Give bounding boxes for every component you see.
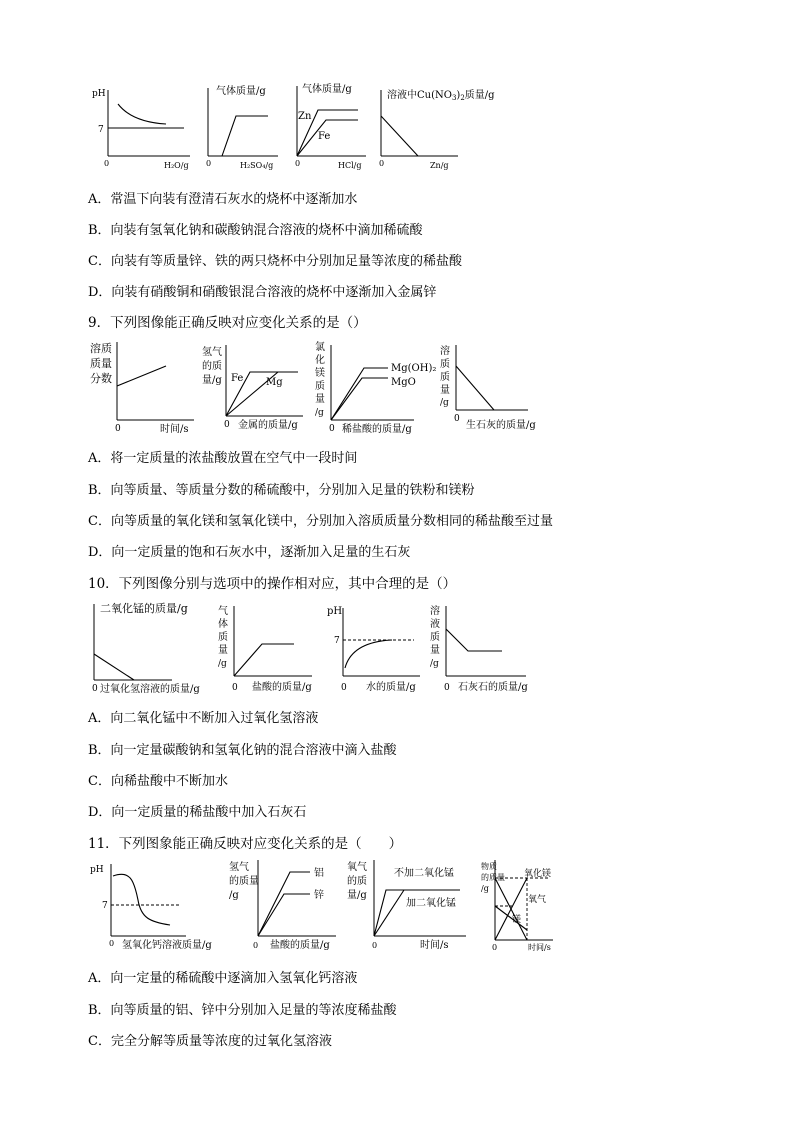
series-without-mno2-label: 不加二氧化锰 xyxy=(394,868,454,879)
x-label: HCl/g xyxy=(338,161,362,170)
y-label-char-2: 化 xyxy=(315,355,325,366)
tick-label: 7 xyxy=(334,636,340,646)
y-label-line-2: 质量 xyxy=(90,357,112,370)
origin-label: 0 xyxy=(253,941,259,950)
y-label-char-6: /g xyxy=(315,408,324,418)
y-label-line-2: 的质 xyxy=(202,361,222,372)
series-without-mno2 xyxy=(374,890,404,936)
y-label-line-3: /g xyxy=(229,890,239,901)
series-mgo-label: MgO xyxy=(391,377,416,388)
q10-option-b: B．向一定量碳酸钠和氢氧化钠的混合溶液中滴入盐酸 xyxy=(88,743,397,758)
y-label-line-2: 的质 xyxy=(347,876,367,887)
series-zn-label: 锌 xyxy=(314,890,324,901)
origin-label: 0 xyxy=(92,684,98,694)
x-label: 水的质量/g xyxy=(366,682,416,693)
x-label: 时间/s xyxy=(160,424,189,435)
origin-label: 0 xyxy=(104,159,110,168)
origin-label: 0 xyxy=(224,420,230,430)
x-label: 盐酸的质量/g xyxy=(270,940,330,951)
y-label-line-3: 量/g xyxy=(347,890,367,901)
q10-graph-3 xyxy=(327,606,420,693)
y-label: 气体质量/g xyxy=(302,84,352,95)
y-label-char-4: 量 xyxy=(440,385,450,396)
y-label-char-4: 量 xyxy=(218,645,228,656)
solution-line xyxy=(446,629,502,651)
x-label: 金属的质量/g xyxy=(238,420,298,431)
series-o2-label: 氧气 xyxy=(528,895,547,905)
q10-stem: 10．下列图像分别与选项中的操作相对应，其中合理的是（） xyxy=(88,576,457,592)
y-label-char-5: /g xyxy=(430,659,439,669)
gas-line xyxy=(234,644,294,676)
y-label-char-1: 氯 xyxy=(315,342,325,353)
x-label: 时间/s xyxy=(528,943,551,952)
decreasing-line xyxy=(456,366,494,410)
origin-label: 0 xyxy=(295,159,301,168)
y-label-char-3: 镁 xyxy=(315,368,325,379)
q11-option-a: A．向一定量的稀硫酸中逐滴加入氢氧化钙溶液 xyxy=(88,971,358,986)
q9-option-a: A．将一定质量的浓盐酸放置在空气中一段时间 xyxy=(88,451,358,466)
y-label: 二氧化锰的质量/g xyxy=(100,602,188,615)
series-fe-label: Fe xyxy=(318,131,331,142)
q11-option-c: C．完全分解等质量等浓度的过氧化氢溶液 xyxy=(88,1034,332,1049)
origin-label: 0 xyxy=(341,683,347,693)
y-label-line-3: /g xyxy=(481,884,489,893)
origin-label: 0 xyxy=(232,683,238,693)
q10-graph-1 xyxy=(92,601,200,695)
q11-graph-4 xyxy=(481,860,553,952)
series-mgoh2-label: Mg(OH)₂ xyxy=(391,363,437,374)
y-label-line-3: 分数 xyxy=(90,372,112,385)
q9-option-b: B．向等质量、等质量分数的稀硫酸中，分别加入足量的铁粉和镁粉 xyxy=(88,483,475,498)
series-with-mno2-label: 加二氧化锰 xyxy=(406,898,456,909)
q8-option-a: A．常温下向装有澄清石灰水的烧杯中逐渐加水 xyxy=(88,192,358,207)
x-label: H₂SO₄/g xyxy=(240,161,274,170)
y-label-char-1: 气 xyxy=(218,606,228,617)
q11-graph-3 xyxy=(347,860,466,951)
q10-option-a: A．向二氧化锰中不断加入过氧化氢溶液 xyxy=(88,711,319,726)
series-mgo xyxy=(331,378,388,420)
y-label-char-3: 质 xyxy=(440,372,450,383)
origin-label: 0 xyxy=(444,683,450,693)
decreasing-curve xyxy=(118,104,166,124)
q10-option-c: C．向稀盐酸中不断加水 xyxy=(88,774,228,789)
q10-option-d: D．向一定质量的稀盐酸中加入石灰石 xyxy=(88,805,307,820)
x-label: 生石灰的质量/g xyxy=(466,420,536,431)
tick-label: 7 xyxy=(98,125,104,135)
origin-label: 0 xyxy=(454,414,460,424)
y-label-line-1: 溶质 xyxy=(90,342,112,355)
y-label-char-1: 溶 xyxy=(440,346,450,357)
y-label-line-2: 的质量 xyxy=(229,876,259,887)
q9-option-c: C．向等质量的氧化镁和氢氧化镁中，分别加入溶质质量分数相同的稀盐酸至过量 xyxy=(88,514,553,529)
q8-option-b: B．向装有氢氧化钠和碳酸钠混合溶液的烧杯中滴加稀硫酸 xyxy=(88,223,423,238)
q9-stem: 9．下列图像能正确反映对应变化关系的是（） xyxy=(88,315,367,331)
series-zn-label: Zn xyxy=(298,111,312,122)
origin-label: 0 xyxy=(372,941,378,950)
q10-graph-4 xyxy=(430,604,528,693)
q8-graph-1 xyxy=(92,89,190,170)
q9-option-d: D．向一定质量的饱和石灰水中，逐渐加入足量的生石灰 xyxy=(88,545,411,560)
q11-graph-1 xyxy=(90,864,212,951)
y-label-char-5: /g xyxy=(218,659,227,669)
q11-graph-2 xyxy=(229,860,336,951)
q10-graph-2 xyxy=(218,605,312,693)
series-al xyxy=(258,872,310,936)
q9-graph-2 xyxy=(202,345,303,431)
origin-label: 0 xyxy=(379,159,385,168)
q8-graph-4 xyxy=(379,88,495,170)
q8-graph-3 xyxy=(295,82,366,170)
q8-option-d: D．向装有硝酸铜和硝酸银混合溶液的烧杯中逐渐加入金属锌 xyxy=(88,285,437,300)
q9-graph-4 xyxy=(440,344,536,431)
y-label: pH xyxy=(327,606,343,617)
y-label-line-1: 氢气 xyxy=(229,862,249,873)
y-label: 溶液中$Cu(NO_3)_2$质量/g xyxy=(387,90,495,102)
y-label-line-1: 氧气 xyxy=(347,862,367,873)
increasing-curve xyxy=(345,640,392,668)
x-label: 盐酸的质量/g xyxy=(252,682,312,693)
series-zn xyxy=(258,894,310,936)
series-with-mno2 xyxy=(374,890,460,936)
decreasing-line xyxy=(381,116,418,156)
origin-label: 0 xyxy=(206,159,212,168)
gas-line xyxy=(222,116,268,156)
x-label: H₂O/g xyxy=(164,161,189,170)
y-label: 气体质量/g xyxy=(216,86,266,97)
origin-label: 0 xyxy=(492,943,498,952)
y-label-char-4: 质 xyxy=(315,381,325,392)
q11-option-b: B．向等质量的铝、锌中分别加入足量的等浓度稀盐酸 xyxy=(88,1003,397,1018)
y-label: pH xyxy=(92,89,106,99)
series-al-label: 铝 xyxy=(314,868,324,879)
series-fe-label: Fe xyxy=(231,373,244,384)
y-label-char-5: 量 xyxy=(315,394,325,405)
y-label-char-5: /g xyxy=(440,398,449,408)
y-label-char-3: 质 xyxy=(218,632,228,643)
x-label: 时间/s xyxy=(420,940,449,951)
x-label: Zn/g xyxy=(430,161,449,170)
y-label-char-3: 质 xyxy=(430,632,440,643)
y-label: pH xyxy=(90,865,104,875)
ph-curve xyxy=(113,874,170,925)
y-label-line-1: 氢气 xyxy=(202,347,222,358)
series-mg-label: Mg xyxy=(266,377,283,388)
x-label: 过氧化氢溶液的质量/g xyxy=(100,684,200,695)
y-label-line-1: 物质 xyxy=(481,862,497,871)
y-label-char-2: 液 xyxy=(430,619,440,630)
increasing-line xyxy=(117,366,166,386)
tick-label: 7 xyxy=(102,901,108,911)
q9-graph-1 xyxy=(90,341,194,435)
x-label: 氢氧化钙溶液质量/g xyxy=(122,940,212,951)
decreasing-line xyxy=(94,654,134,680)
q9-graph-3 xyxy=(315,340,436,435)
x-label: 石灰石的质量/g xyxy=(458,682,528,693)
origin-label: 0 xyxy=(115,424,121,434)
series-mgoh2 xyxy=(331,368,388,420)
y-label-char-2: 体 xyxy=(218,619,228,630)
y-label-line-3: 量/g xyxy=(202,375,222,386)
y-label-char-1: 溶 xyxy=(430,606,440,617)
q8-graph-2 xyxy=(206,84,278,170)
q11-stem: 11．下列图象能正确反映对应变化关系的是（ ） xyxy=(88,836,403,852)
y-label-line-2: 的质量 xyxy=(481,873,505,882)
series-mgo-label: 氧化镁 xyxy=(524,869,552,879)
q8-option-c: C．向装有等质量锌、铁的两只烧杯中分别加足量等浓度的稀盐酸 xyxy=(88,254,462,269)
y-label-char-4: 量 xyxy=(430,645,440,656)
origin-label: 0 xyxy=(329,424,335,434)
series-mg-label: 镁 xyxy=(512,915,522,925)
y-label-char-2: 质 xyxy=(440,359,450,370)
origin-label: 0 xyxy=(109,939,115,948)
x-label: 稀盐酸的质量/g xyxy=(342,424,412,435)
